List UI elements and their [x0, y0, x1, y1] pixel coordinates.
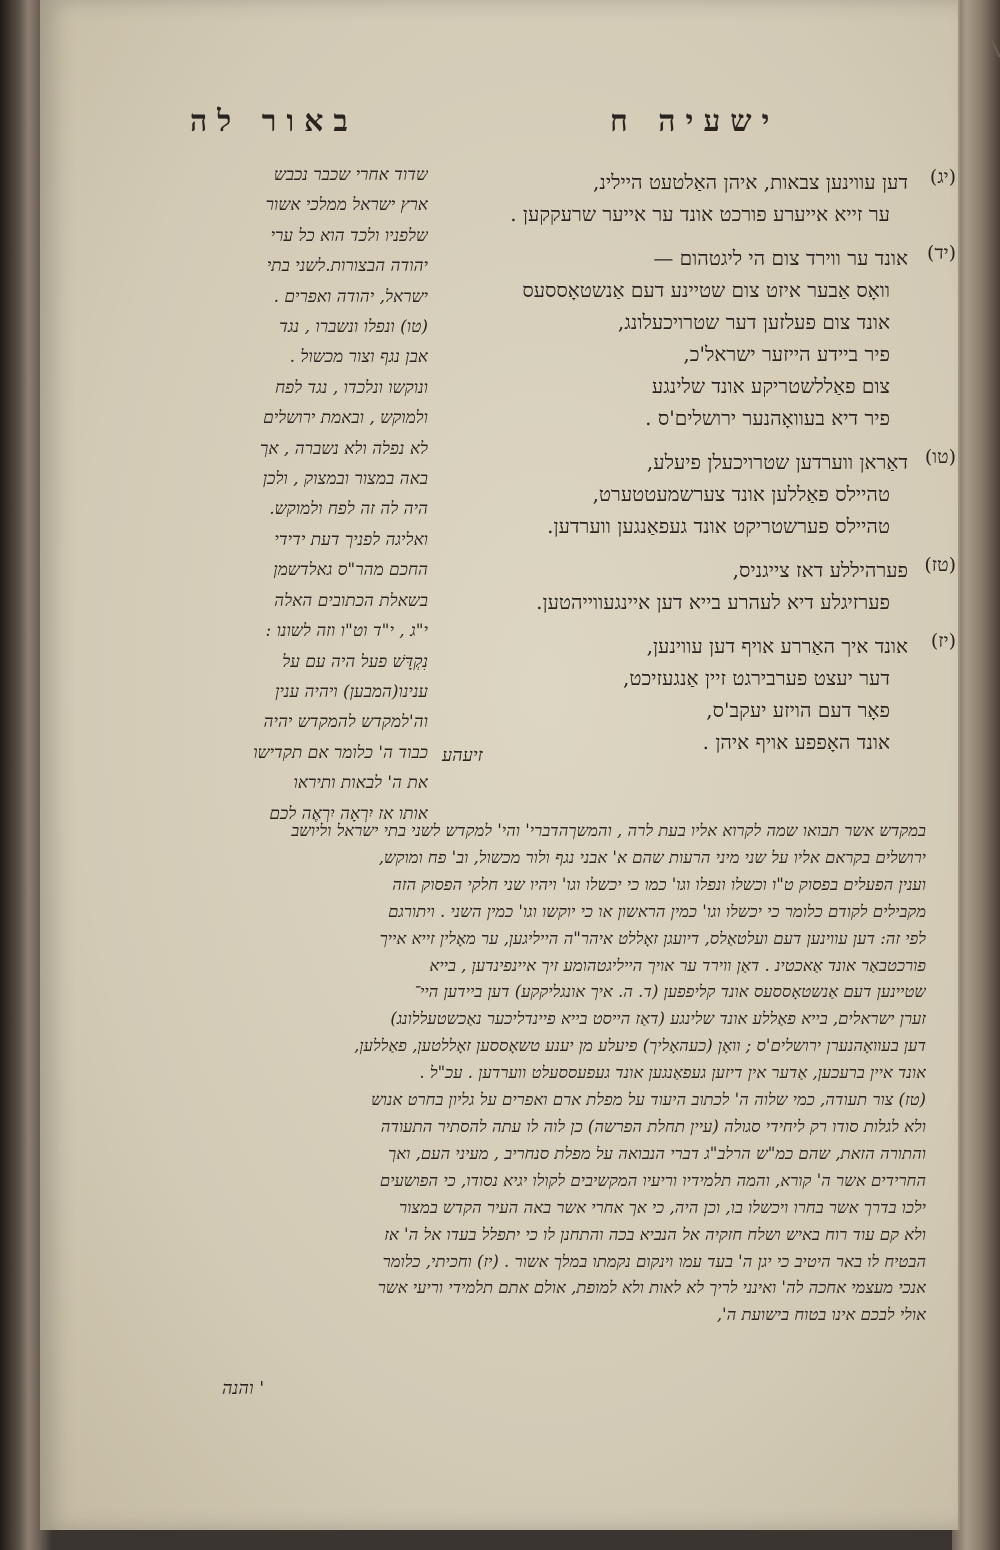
commentary-line: זערן ישראלים, בייא פאַללע אונד שלינגע (דאַז הייסט בייא פיינדליכער נאַכשטעללונג): [390, 1009, 926, 1029]
commentary-line: מקבילים לקודם כלומר כי יכשלו וגו' כמין הראשון או כי יוקשו וגו' כמין השני . ויתורגם: [388, 901, 926, 921]
verse-line: אונד צום פעלזען דער שטרויכעלונג,: [617, 310, 890, 334]
verse-number: (טז): [924, 554, 956, 576]
verse-line: ער זייא אייערע פורכט אונד ער אייער שרעקקען .: [510, 202, 890, 226]
commentary-line: כבוד ה' כלומר אם תקדישו: [253, 742, 428, 763]
verse-line: דאַראן ווערדען שטרויכעלן פיעלע,: [646, 450, 908, 474]
verse-13: [438, 166, 956, 230]
commentary-line: פורכטבאַר אונד אַאכטינ . דאַן ווירד ער אויך הייליגטהומע זיך איינפינדען , בייא: [429, 955, 926, 975]
commentary-line: אולי לבכם אינו בטוח בישועת ה',: [716, 1305, 926, 1325]
commentary-line: ולמוקש , ובאמת ירושלים: [263, 408, 428, 429]
verse-line: טהיילס פאַללען אונד צערשמעטטערט,: [592, 482, 890, 506]
verse-number: (יז): [930, 630, 956, 652]
commentary-line: יהודה הבצורות.לשני בתי: [266, 256, 428, 277]
commentary-line: ונוקשו ונלכדו , נגד לפח: [275, 377, 428, 398]
commentary-line: שלפניו ולכד הוא כל ערי: [270, 225, 428, 246]
commentary-line: אבן נגף וצור מכשול .: [289, 347, 428, 368]
verse-number: (טו): [924, 446, 956, 468]
commentary-bottom: [200, 818, 926, 1329]
running-header-right: ישעיה ח: [610, 104, 780, 139]
commentary-line: שטיינען דעם אַנשטאָססעס אונד קליפפען (ד. ה. איך אונגליקקע) דען ביידען היי־: [413, 982, 926, 1002]
verse-line: אונד ער ווירד צום הי ליגטהום —: [653, 246, 908, 270]
verse-line: פיר ביידע הייזער ישראל'כ,: [683, 342, 890, 366]
commentary-line: ילכו בדרך אשר בחרו ויכשלו בו, וכן היה, כי אך אחרי אשר באה העיר הקדש במצור: [398, 1197, 926, 1217]
commentary-line: ואליגה לפניך דעת ידידי: [274, 529, 428, 550]
verse-number: (יד): [927, 242, 956, 264]
verse-line: דער יעצט פערבירגט זיין אַנגעזיכט,: [623, 666, 890, 690]
verse-line: צום פאַללשטריקע אונד שלינגע: [651, 374, 890, 398]
commentary-line: החכם מהר"ס גאלדשמן: [273, 560, 428, 581]
commentary-line: ולא לגלות סודו רק ליחידי סגולה (עיין תחלת הפרשה) כן לוה לו עתה להסתיר התעודה: [380, 1116, 926, 1136]
commentary-line: אותו אז יִרְאָה יִרְאֶה לכם: [269, 803, 428, 824]
commentary-line: ישראל, יהודה ואפרים .: [273, 286, 428, 307]
verse-17: [438, 630, 956, 758]
commentary-line: שדוד אחרי שכבר נכבש: [273, 165, 428, 185]
commentary-line: לפי זה: דען עווינען דעם ועלטאַלס, דיועגן זאָללט איהר"ה הייליגען, ער מאָלין זייא אייך: [379, 928, 926, 948]
commentary-line: במקדש אשר תבואו שמה לקרוא אליו בעת לרה , והמשךהדברי' והי' למקדש לשני בתי ישראל וליושב: [291, 821, 926, 840]
commentary-line: את ה' לבאות ותיראו: [293, 773, 428, 794]
verse-14: [438, 242, 956, 434]
commentary-line: י"ג , י"ד וט"ו וזה לשונו :: [265, 621, 428, 642]
commentary-column: [200, 160, 428, 829]
commentary-line: נִקְדָּשׁ פעל היה עם על: [282, 651, 428, 672]
commentary-line: (טז) צור תעודה, כמי שלוה ה' לכתוב היעוד על מפלת ארם ואפרים על גליון בחרט אנוש: [371, 1090, 926, 1110]
verse-16: [438, 554, 956, 618]
verse-line: וואָס אַבער איזט צום שטיינע דעם אַנשטאָססעס: [522, 278, 890, 302]
commentary-line: והתורה הזאת, שהם כמ"ש הרלב"ג דברי הנבואה על מפלת סנחריב , מעיני העם, ואך: [388, 1143, 926, 1163]
commentary-line: ולא קם עוד רוח באיש ושלח חזקיה אל הנביא בכה והתחנן לו כי יתפלל בעדו אל ה' אז: [384, 1224, 926, 1244]
commentary-line: בשאלת הכתובים האלה: [274, 590, 428, 611]
commentary-line: היה לה זה לפח ולמוקש.: [269, 499, 428, 520]
running-header-left: באור לה: [190, 104, 358, 139]
verse-line: פאָר דעם הויזע יעקב'ס,: [706, 698, 890, 722]
commentary-line: באה במצור ובמצוק , ולכן: [262, 469, 428, 490]
verse-line: אונד האָפפע אויף איהן .: [702, 730, 890, 754]
commentary-line: אונד איין ברעכען, אַדער אין דיזען געפאַנגען אונד געפעססעלט ווערדען . עכ"ל .: [419, 1063, 926, 1083]
commentary-line: (טו) ונפלו ונשברו , נגד: [279, 317, 428, 338]
verse-line: אונד איך האַררע אויף דען עווינען,: [646, 634, 908, 658]
verse-line: טהיילס פערשטריקט אונד געפאַנגען ווערדען.: [547, 514, 890, 538]
commentary-line: החרידים אשר ה' קורא, והמה תלמידיו וריעיו המקשיבים לקולו יגיא נסודו, כי הפושעים: [379, 1170, 926, 1190]
commentary-line: לא נפלה ולא נשברה , אך: [259, 438, 428, 459]
translation-column: [438, 166, 956, 770]
commentary-line: וענין הפעלים בפסוק ט"ו וכשלו ונפלו וגו' כמו כי יכשלו וגו' ויהיו שני חלקי הפסוק הזה: [392, 874, 926, 894]
catchword-translation: זיעהע: [442, 745, 483, 766]
commentary-line: ארץ ישראל ממלכי אשור: [265, 195, 428, 216]
commentary-line: וה'למקדש להמקדש יהיה: [263, 712, 428, 733]
commentary-line: הבטיח לו באר היטיב כי יגן ה' בעד עמו וינקום נקמתו במלך אשור . (יז) וחכיתי, כלומר: [382, 1251, 926, 1271]
verse-line: דען עווינען צבאות, איהן האַלטעט היילינ,: [593, 170, 908, 194]
commentary-line: ענינו(המבען) ויהיה ענין: [275, 681, 428, 702]
verse-line: פערזיגלע דיא לעהרע בייא דען איינגעווייהטען.: [536, 590, 890, 614]
verse-line: פערהיללע דאז צייגניס,: [732, 558, 908, 582]
verse-line: פיר דיא בעוואָהנער ירושלים'ס .: [645, 406, 890, 430]
commentary-line: דען בעוואָהנערן ירושלים'ס ; וואָן (כעהאָליך) פיעלע מן יענע טשאָססען זאָללטען, פאַללען,: [354, 1036, 926, 1056]
commentary-line: אנכי מעצמי אחכה לה' ואינני לריך לא לאות ולא למופת, אולם אתם תלמידי וריעי אשר: [377, 1278, 926, 1298]
catchword-bottom: ' והנה: [222, 1378, 265, 1399]
verse-15: [438, 446, 956, 542]
verse-number: (יג): [929, 166, 956, 188]
commentary-line: ירושלים בקראם אליו על שני מיני הרעות שהם א' אבני נגף ולור מכשול, וב' פח ומוקש,: [378, 847, 926, 867]
